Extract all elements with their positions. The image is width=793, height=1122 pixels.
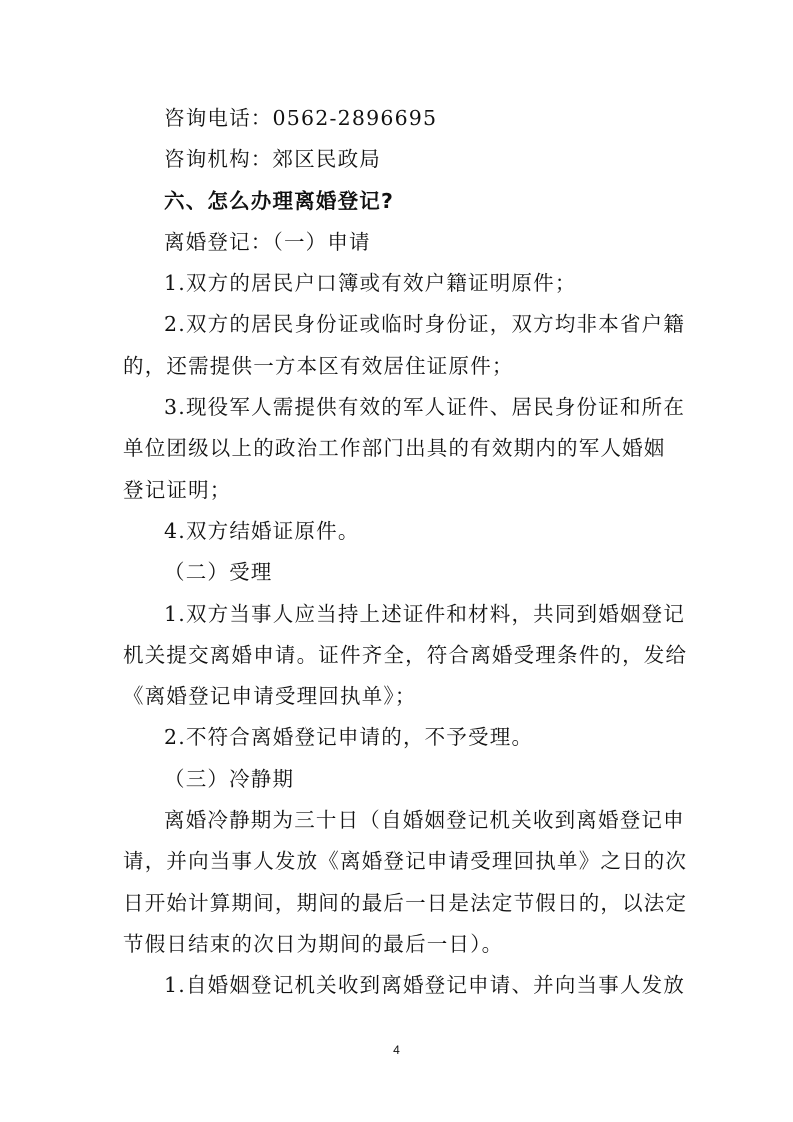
step-cooling-period-heading: （三）冷静期 — [164, 766, 295, 791]
cooling-period-paragraph: 离婚冷静期为三十日（自婚姻登记机关收到离婚登记申 — [164, 808, 685, 833]
cooling-period-item-1: 1.自婚姻登记机关收到离婚登记申请、并向当事人发放 — [164, 973, 686, 998]
cooling-period-paragraph-cont-1: 请，并向当事人发放《离婚登记申请受理回执单》之日的次 — [123, 849, 688, 874]
application-item-2: 2.双方的居民身份证或临时身份证，双方均非本省户籍 — [164, 312, 686, 337]
application-item-3-cont-1: 单位团级以上的政治工作部门出具的有效期内的军人婚姻 — [123, 436, 666, 461]
step-application-heading: 离婚登记：（一）申请 — [164, 229, 371, 254]
step-acceptance-heading: （二）受理 — [164, 560, 273, 585]
acceptance-item-2: 2.不符合离婚登记申请的，不予受理。 — [164, 725, 534, 750]
acceptance-item-1: 1.双方当事人应当持上述证件和材料，共同到婚姻登记 — [164, 601, 686, 626]
page-number: 4 — [393, 1043, 400, 1057]
application-item-2-cont: 的，还需提供一方本区有效居住证原件； — [123, 353, 514, 378]
consult-agency: 咨询机构：郊区民政局 — [164, 147, 381, 172]
acceptance-item-1-cont-2: 《离婚登记申请受理回执单》； — [123, 684, 417, 709]
acceptance-item-1-cont-1: 机关提交离婚申请。证件齐全，符合离婚受理条件的，发给 — [123, 642, 688, 667]
application-item-4: 4.双方结婚证原件。 — [164, 518, 360, 543]
application-item-3-cont-2: 登记证明； — [123, 477, 232, 502]
cooling-period-paragraph-cont-3: 节假日结束的次日为期间的最后一日）。 — [123, 931, 504, 956]
document-body — [123, 98, 688, 1007]
cooling-period-paragraph-cont-2: 日开始计算期间，期间的最后一日是法定节假日的，以法定 — [123, 890, 688, 915]
application-item-1: 1.双方的居民户口簿或有效户籍证明原件； — [164, 271, 577, 296]
section-heading-divorce-registration: 六、怎么办理离婚登记? — [164, 188, 395, 213]
application-item-3: 3.现役军人需提供有效的军人证件、居民身份证和所在 — [164, 395, 686, 420]
consult-phone: 咨询电话：0562-2896695 — [164, 106, 438, 130]
